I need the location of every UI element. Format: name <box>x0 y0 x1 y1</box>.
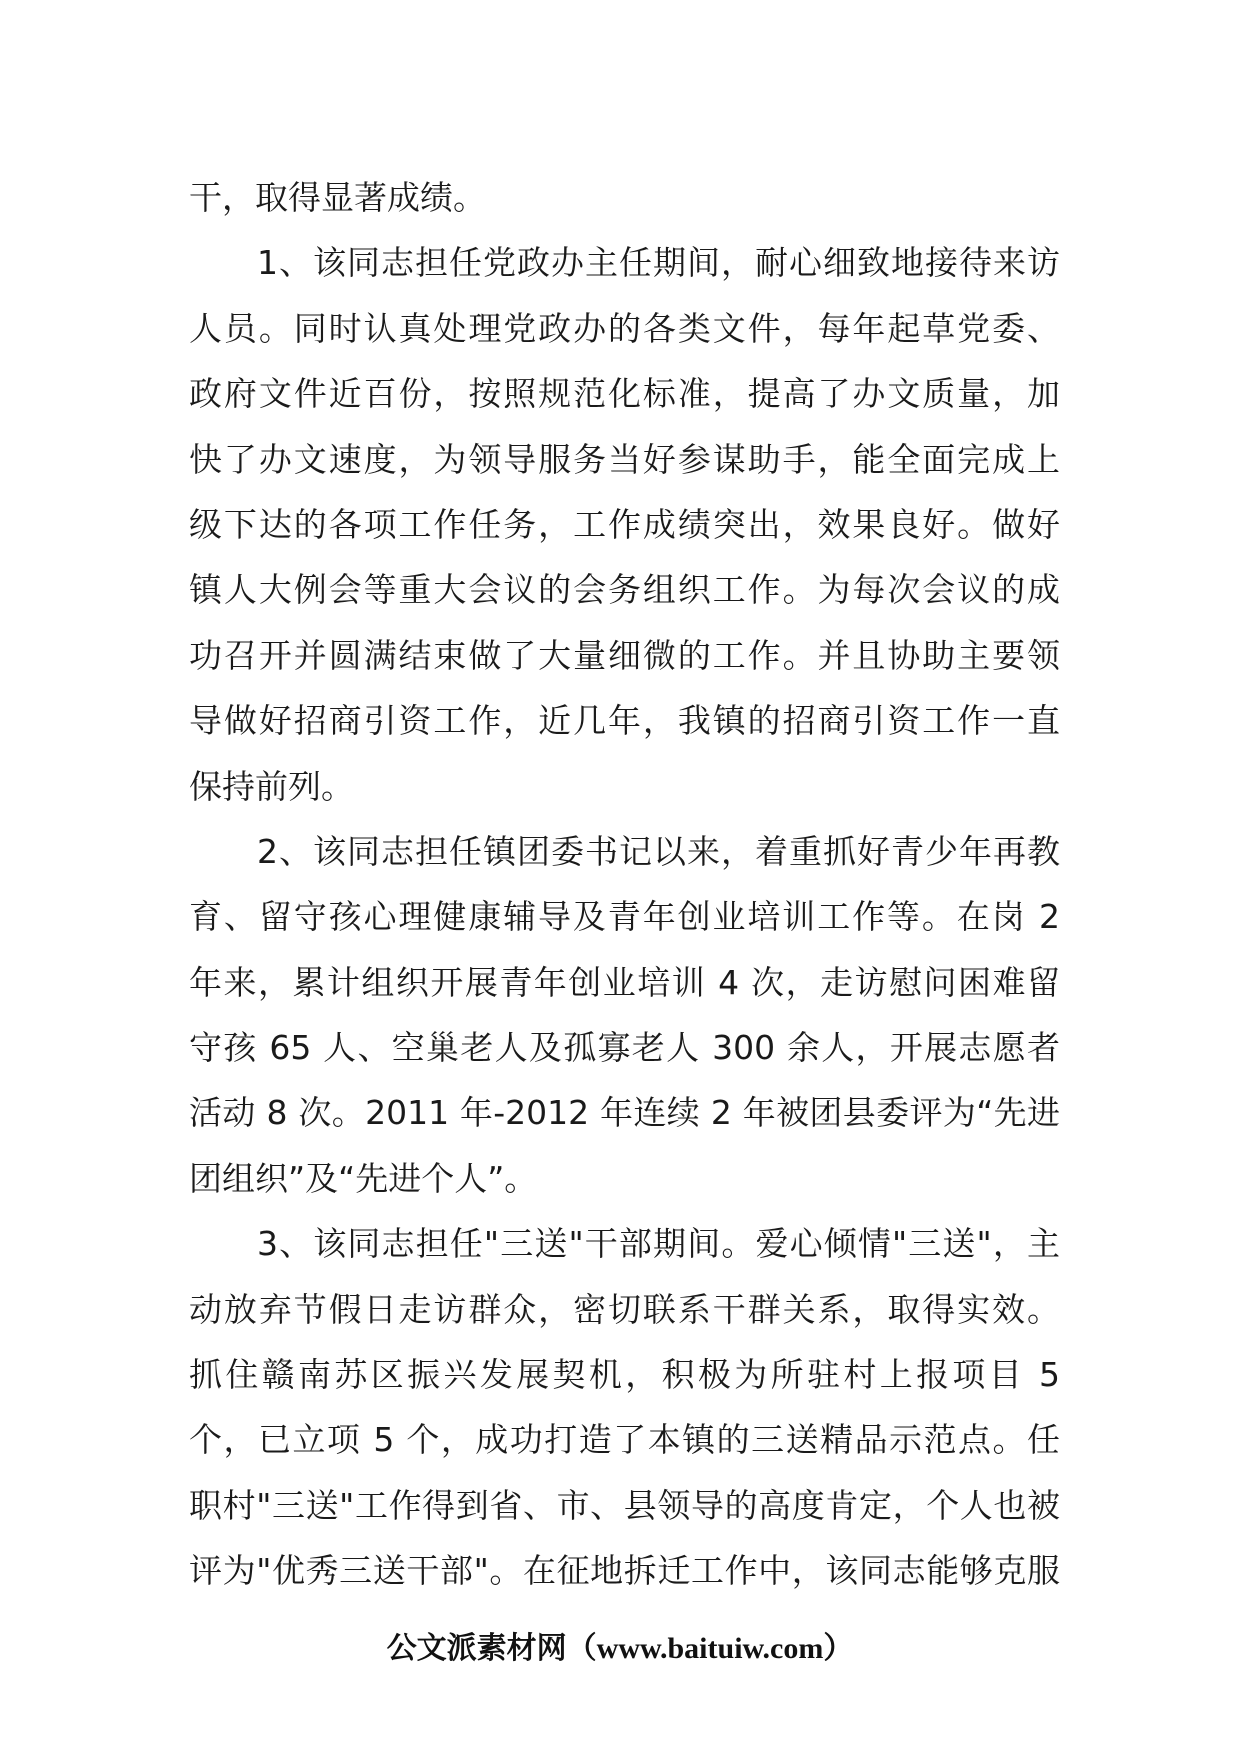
paragraph-line: 个，已立项 5 个，成功打造了本镇的三送精品示范点。任 <box>189 1420 1060 1460</box>
paragraph-line: 3、该同志担任"三送"干部期间。爱心倾情"三送"，主 <box>257 1224 1060 1264</box>
paragraph-line: 功召开并圆满结束做了大量细微的工作。并且协助主要领 <box>189 635 1060 675</box>
paragraph-line: 评为"优秀三送干部"。在征地拆迁工作中，该同志能够克服 <box>189 1551 1060 1591</box>
paragraph-line: 育、留守孩心理健康辅导及青年创业培训工作等。在岗 2 <box>189 897 1060 937</box>
paragraph-line: 1、该同志担任党政办主任期间，耐心细致地接待来访 <box>257 243 1060 283</box>
paragraph-line: 活动 8 次。2011 年-2012 年连续 2 年被团县委评为“先进 <box>189 1093 1060 1133</box>
paragraph-line: 抓住赣南苏区振兴发展契机，积极为所驻村上报项目 5 <box>189 1355 1060 1395</box>
paragraph-line: 政府文件近百份，按照规范化标准，提高了办文质量，加 <box>189 374 1060 414</box>
paragraph-line: 团组织”及“先进个人”。 <box>189 1158 538 1198</box>
paragraph-line: 干，取得显著成绩。 <box>189 178 486 217</box>
paragraph-line: 保持前列。 <box>189 766 354 806</box>
paragraph-line: 导做好招商引资工作，近几年，我镇的招商引资工作一直 <box>189 701 1060 741</box>
paragraph-line: 动放弃节假日走访群众，密切联系干群关系，取得实效。 <box>189 1289 1060 1329</box>
footer-watermark: 公文派素材网（www.baituiw.com） <box>386 1632 854 1665</box>
paragraph-line: 快了办文速度，为领导服务当好参谋助手，能全面完成上 <box>189 439 1060 479</box>
paragraph-line: 2、该同志担任镇团委书记以来，着重抓好青少年再教 <box>257 831 1060 871</box>
paragraph-line: 级下达的各项工作任务，工作成绩突出，效果良好。做好 <box>189 504 1060 544</box>
paragraph-line: 人员。同时认真处理党政办的各类文件，每年起草党委、 <box>189 308 1060 348</box>
paragraph-line: 年来，累计组织开展青年创业培训 4 次，走访慰问困难留 <box>189 962 1060 1002</box>
paragraph-line: 守孩 65 人、空巢老人及孤寡老人 300 余人，开展志愿者 <box>189 1028 1060 1068</box>
body-text <box>189 165 1060 1604</box>
paragraph-line: 镇人大例会等重大会议的会务组织工作。为每次会议的成 <box>189 570 1060 610</box>
paragraph-line: 职村"三送"工作得到省、市、县领导的高度肯定，个人也被 <box>189 1485 1060 1525</box>
